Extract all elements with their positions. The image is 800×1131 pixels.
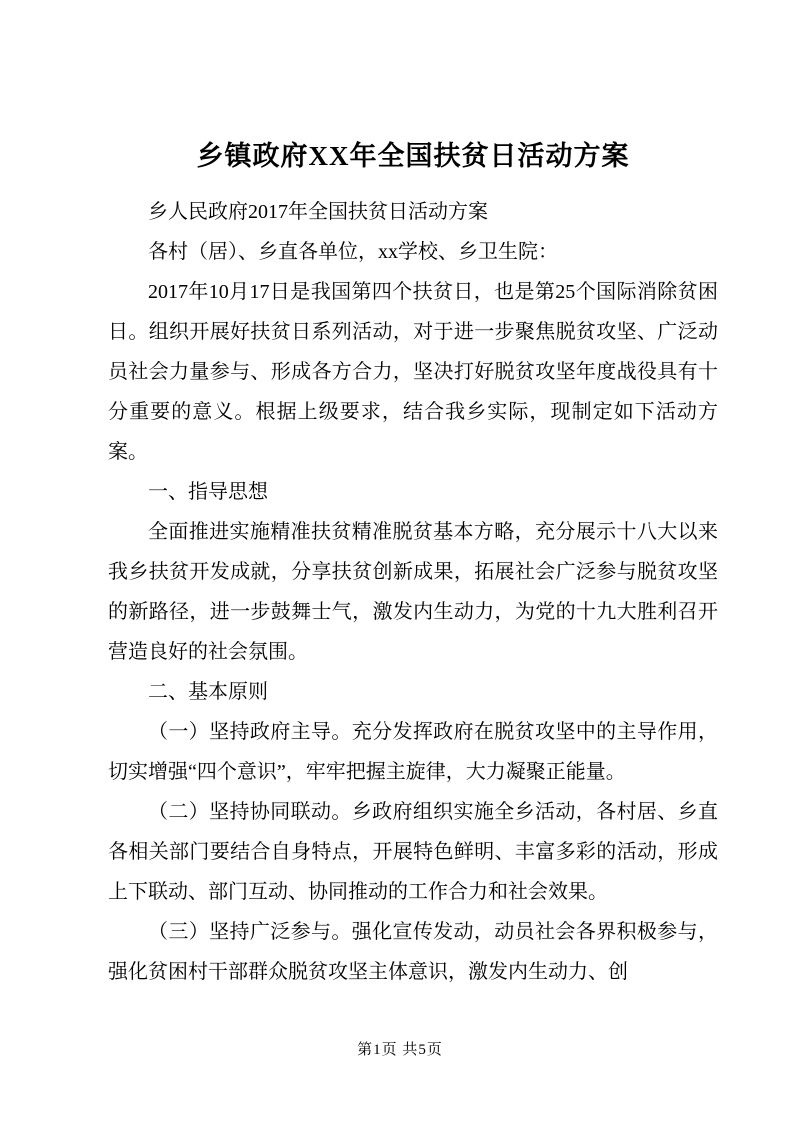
paragraph: 二、基本原则 xyxy=(148,680,268,703)
paragraph: 2017年10月17日是我国第四个扶贫日，也是第25个国际消除贫困日。组织开展好扶贫日系列活动，对于进一步聚焦脱贫攻坚、广泛动员社会力量参与、形成各方合力，坚决打好脱贫攻坚年度战役具有十分重要的意义。根据上级要求，结合我乡实际，现制定如下活动方案。 xyxy=(108,280,718,463)
paragraph: （三）坚持广泛参与。强化宣传发动，动员社会各界积极参与，强化贫困村干部群众脱贫攻坚主体意识，激发内生动力、创 xyxy=(108,920,718,983)
page-footer: 第1页 共5页 xyxy=(357,1042,443,1058)
document-body xyxy=(108,192,718,992)
paragraph: 乡人民政府2017年全国扶贫日活动方案 xyxy=(148,200,488,223)
paragraph: 各村（居）、乡直各单位，xx学校、乡卫生院： xyxy=(148,240,558,263)
paragraph: 全面推进实施精准扶贫精准脱贫基本方略，充分展示十八大以来我乡扶贫开发成就，分享扶贫创新成果，拓展社会广泛参与脱贫攻坚的新路径，进一步鼓舞士气，激发内生动力，为党的十九大胜利召开营造良好的社会氛围。 xyxy=(108,520,718,663)
document-title: 乡镇政府XX年全国扶贫日活动方案 xyxy=(196,141,630,171)
paragraph: （二）坚持协同联动。乡政府组织实施全乡活动，各村居、乡直各相关部门要结合自身特点，开展特色鲜明、丰富多彩的活动，形成上下联动、部门互动、协同推动的工作合力和社会效果。 xyxy=(108,800,718,903)
paragraph: 一、指导思想 xyxy=(148,480,268,503)
paragraph: （一）坚持政府主导。充分发挥政府在脱贫攻坚中的主导作用，切实增强“四个意识”，牢牢把握主旋律，大力凝聚正能量。 xyxy=(108,720,718,783)
